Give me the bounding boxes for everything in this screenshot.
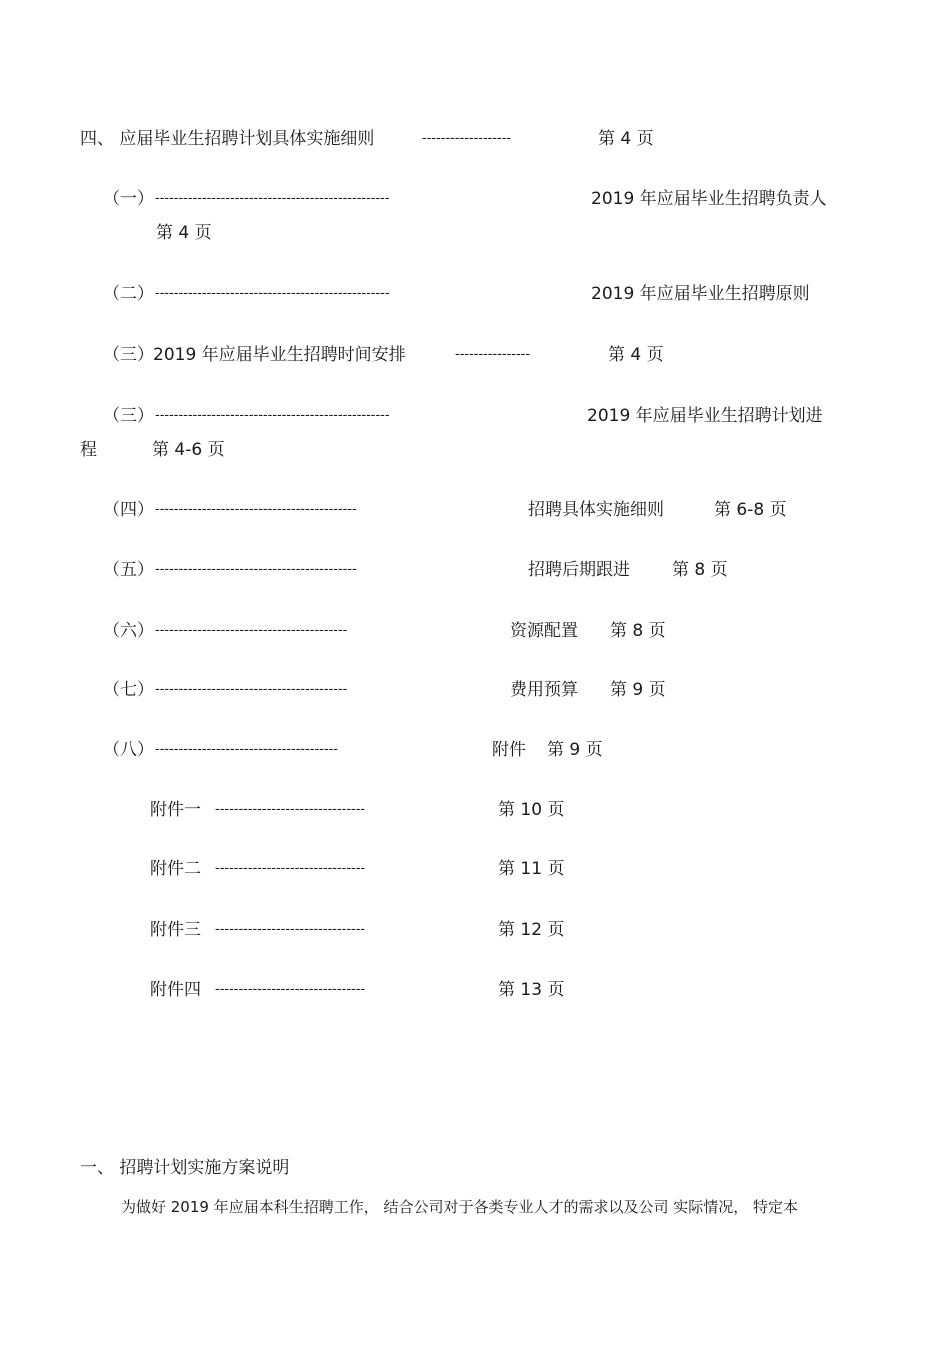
- toc-s3b-title: 2019 年应届毕业生招聘计划进: [587, 406, 823, 426]
- toc-s8-leader: ---------------------------------------: [155, 742, 338, 757]
- toc-s8-page: 第 9 页: [547, 740, 603, 760]
- toc-attachment-1-leader: --------------------------------: [215, 802, 366, 817]
- toc-s8-num: （八）: [103, 740, 154, 760]
- toc-s1-num: （一）: [103, 189, 154, 209]
- toc-attachment-2-leader: --------------------------------: [215, 861, 366, 876]
- toc-attachment-3-leader: --------------------------------: [215, 922, 366, 937]
- toc-s5-leader: -------------------------------------------: [155, 562, 357, 577]
- toc-attachment-4-leader: --------------------------------: [215, 982, 366, 997]
- toc-s6-num: （六）: [103, 621, 154, 641]
- toc-s5-title: 招聘后期跟进: [528, 560, 630, 580]
- toc-s1-leader: --------------------------------------------------: [155, 191, 390, 206]
- toc-s2-leader: --------------------------------------------------: [155, 286, 390, 301]
- toc-s6-leader: -----------------------------------------: [155, 623, 348, 638]
- toc-s3-title: 2019 年应届毕业生招聘时间安排: [153, 345, 406, 365]
- toc-s3-leader: ----------------: [455, 347, 531, 362]
- toc-s7-page: 第 9 页: [610, 680, 666, 700]
- toc-attachment-4-label: 附件四: [150, 980, 201, 1000]
- toc-s7-num: （七）: [103, 680, 154, 700]
- toc-s3b-title-cont: 程: [80, 440, 97, 460]
- toc-s5-num: （五）: [103, 560, 154, 580]
- toc-entry-4-label: 四、 应届毕业生招聘计划具体实施细则: [80, 129, 375, 149]
- toc-s3b-page: 第 4-6 页: [152, 440, 225, 460]
- section-1-heading: 一、 招聘计划实施方案说明: [80, 1158, 290, 1178]
- toc-s7-title: 费用预算: [510, 680, 578, 700]
- toc-attachment-2-label: 附件二: [150, 859, 201, 879]
- toc-attachment-1-page: 第 10 页: [498, 800, 565, 820]
- toc-s1-title: 2019 年应届毕业生招聘负责人: [591, 189, 827, 209]
- toc-attachment-3-label: 附件三: [150, 920, 201, 940]
- toc-s4-page: 第 6-8 页: [714, 500, 787, 520]
- toc-attachment-2-page: 第 11 页: [498, 859, 565, 879]
- toc-s6-page: 第 8 页: [610, 621, 666, 641]
- toc-s4-leader: -------------------------------------------: [155, 502, 357, 517]
- toc-entry-4-page: 第 4 页: [598, 129, 654, 149]
- toc-s4-title: 招聘具体实施细则: [528, 500, 664, 520]
- section-1-paragraph: 为做好 2019 年应届本科生招聘工作， 结合公司对于各类专业人才的需求以及公司 实际情况， 特定本: [121, 1198, 799, 1216]
- toc-s1-page: 第 4 页: [156, 223, 212, 243]
- toc-attachment-1-label: 附件一: [150, 800, 201, 820]
- toc-s3b-leader: --------------------------------------------------: [155, 408, 390, 423]
- toc-s8-title: 附件: [492, 740, 526, 760]
- toc-attachment-3-page: 第 12 页: [498, 920, 565, 940]
- toc-s6-title: 资源配置: [510, 621, 578, 641]
- toc-s3b-num: （三）: [103, 406, 154, 426]
- toc-s3-page: 第 4 页: [608, 345, 664, 365]
- toc-s2-title: 2019 年应届毕业生招聘原则: [591, 284, 810, 304]
- toc-s7-leader: -----------------------------------------: [155, 682, 348, 697]
- toc-s4-num: （四）: [103, 500, 154, 520]
- toc-s2-num: （二）: [103, 284, 154, 304]
- toc-s3-num: （三）: [103, 345, 154, 365]
- toc-entry-4-leader: -------------------: [422, 131, 512, 146]
- toc-s5-page: 第 8 页: [672, 560, 728, 580]
- toc-attachment-4-page: 第 13 页: [498, 980, 565, 1000]
